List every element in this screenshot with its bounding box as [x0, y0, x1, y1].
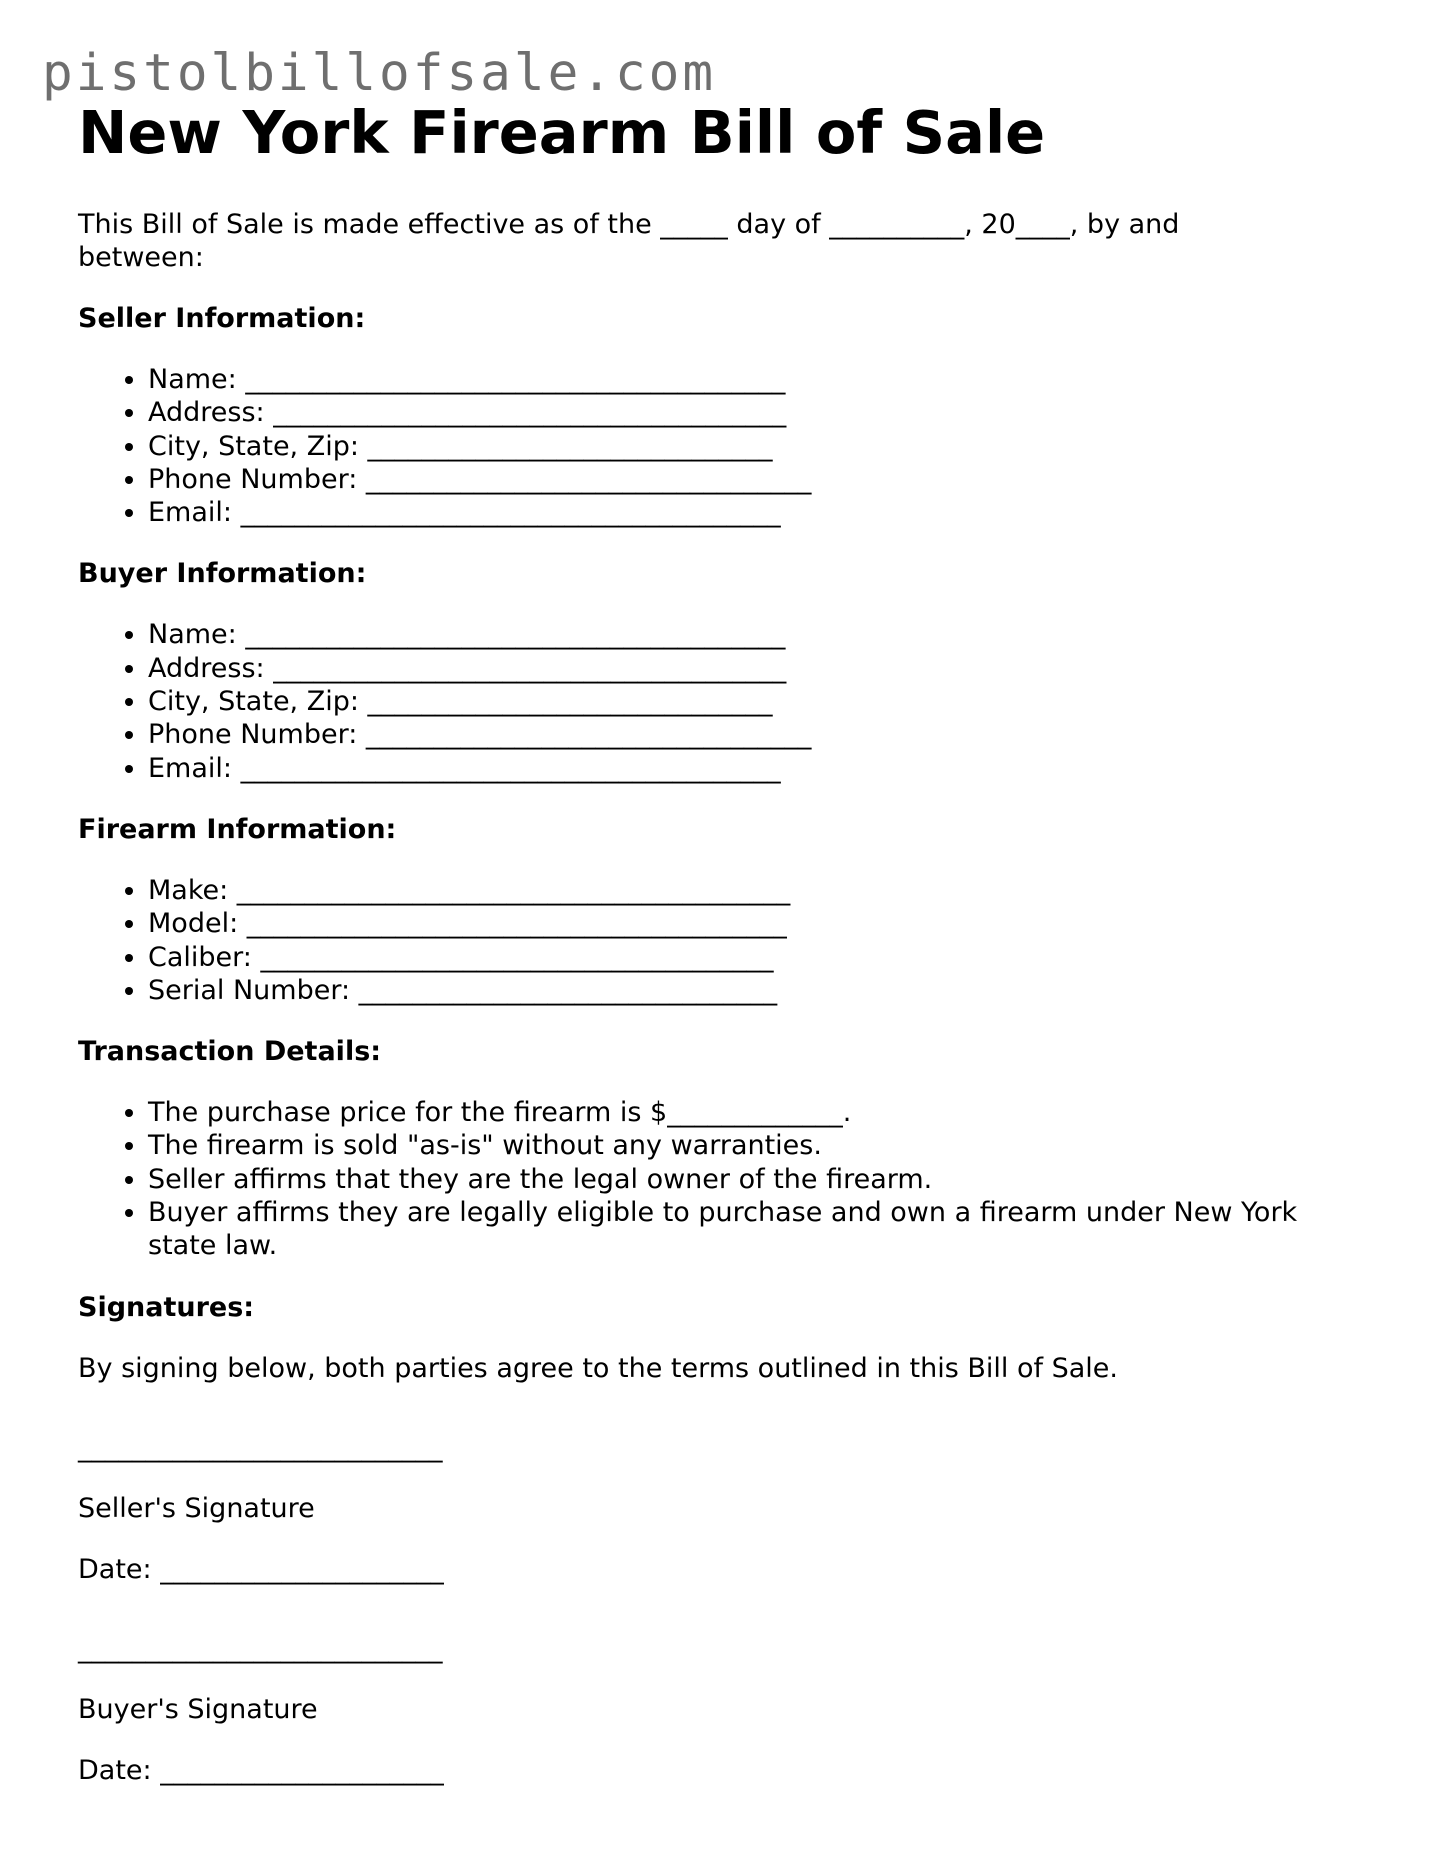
buyer-address-field: • Address: ______________________________________: [148, 652, 1368, 685]
buyer-affirmation-item: • Buyer affirms they are legally eligible to purchase and own a firearm under New York state law.: [148, 1196, 1368, 1263]
seller-name-field: • Name: ________________________________________: [148, 363, 1368, 396]
buyer-heading: Buyer Information:: [78, 558, 367, 590]
seller-city-state-zip-field: • City, State, Zip: ______________________________: [148, 430, 1368, 463]
seller-phone-field: • Phone Number: _________________________________: [148, 463, 1368, 496]
buyer-date-field: Date: _____________________: [78, 1754, 444, 1786]
seller-address-field: • Address: ______________________________________: [148, 396, 1368, 429]
seller-heading: Seller Information:: [78, 303, 366, 334]
as-is-item: • The firearm is sold "as-is" without any warranties.: [148, 1129, 1368, 1162]
buyer-email-field: • Email: ________________________________________: [148, 752, 1368, 785]
signatures-intro: By signing below, both parties agree to the terms outlined in this Bill of Sale.: [78, 1352, 1118, 1384]
signatures-heading: Signatures:: [78, 1291, 255, 1323]
transaction-details-list: [78, 1096, 1368, 1262]
transaction-heading: Transaction Details:: [78, 1036, 382, 1068]
intro-paragraph: This Bill of Sale is made effective as of the _____ day of __________, 20____, by and between:: [78, 209, 1180, 273]
firearm-model-field: • Model: ________________________________________: [148, 907, 1368, 940]
firearm-fields-list: [78, 874, 1368, 1007]
firearm-make-field: • Make: _________________________________________: [148, 874, 1368, 907]
seller-signature-line: ___________________________: [78, 1431, 443, 1463]
seller-date-field: Date: _____________________: [78, 1553, 444, 1585]
firearm-caliber-field: • Caliber: ______________________________________: [148, 941, 1368, 974]
buyer-fields-list: [78, 618, 1368, 784]
document-body: [78, 98, 1368, 1787]
buyer-city-state-zip-field: • City, State, Zip: ______________________________: [148, 685, 1368, 718]
document-title: New York Firearm Bill of Sale: [78, 98, 1046, 167]
firearm-serial-number-field: • Serial Number: _______________________________: [148, 974, 1368, 1007]
buyer-signature-label: Buyer's Signature: [78, 1693, 318, 1725]
buyer-signature-line: ___________________________: [78, 1632, 443, 1664]
seller-fields-list: [78, 363, 1368, 529]
seller-signature-label: Seller's Signature: [78, 1492, 315, 1524]
purchase-price-item: • The purchase price for the firearm is $_____________.: [148, 1096, 1368, 1129]
buyer-name-field: • Name: ________________________________________: [148, 618, 1368, 651]
buyer-phone-field: • Phone Number: _________________________________: [148, 718, 1368, 751]
watermark-text: pistolbillofsale.com: [42, 44, 717, 103]
firearm-heading: Firearm Information:: [78, 813, 397, 845]
seller-affirmation-item: • Seller affirms that they are the legal owner of the firearm.: [148, 1163, 1368, 1196]
seller-email-field: • Email: ________________________________________: [148, 496, 1368, 529]
